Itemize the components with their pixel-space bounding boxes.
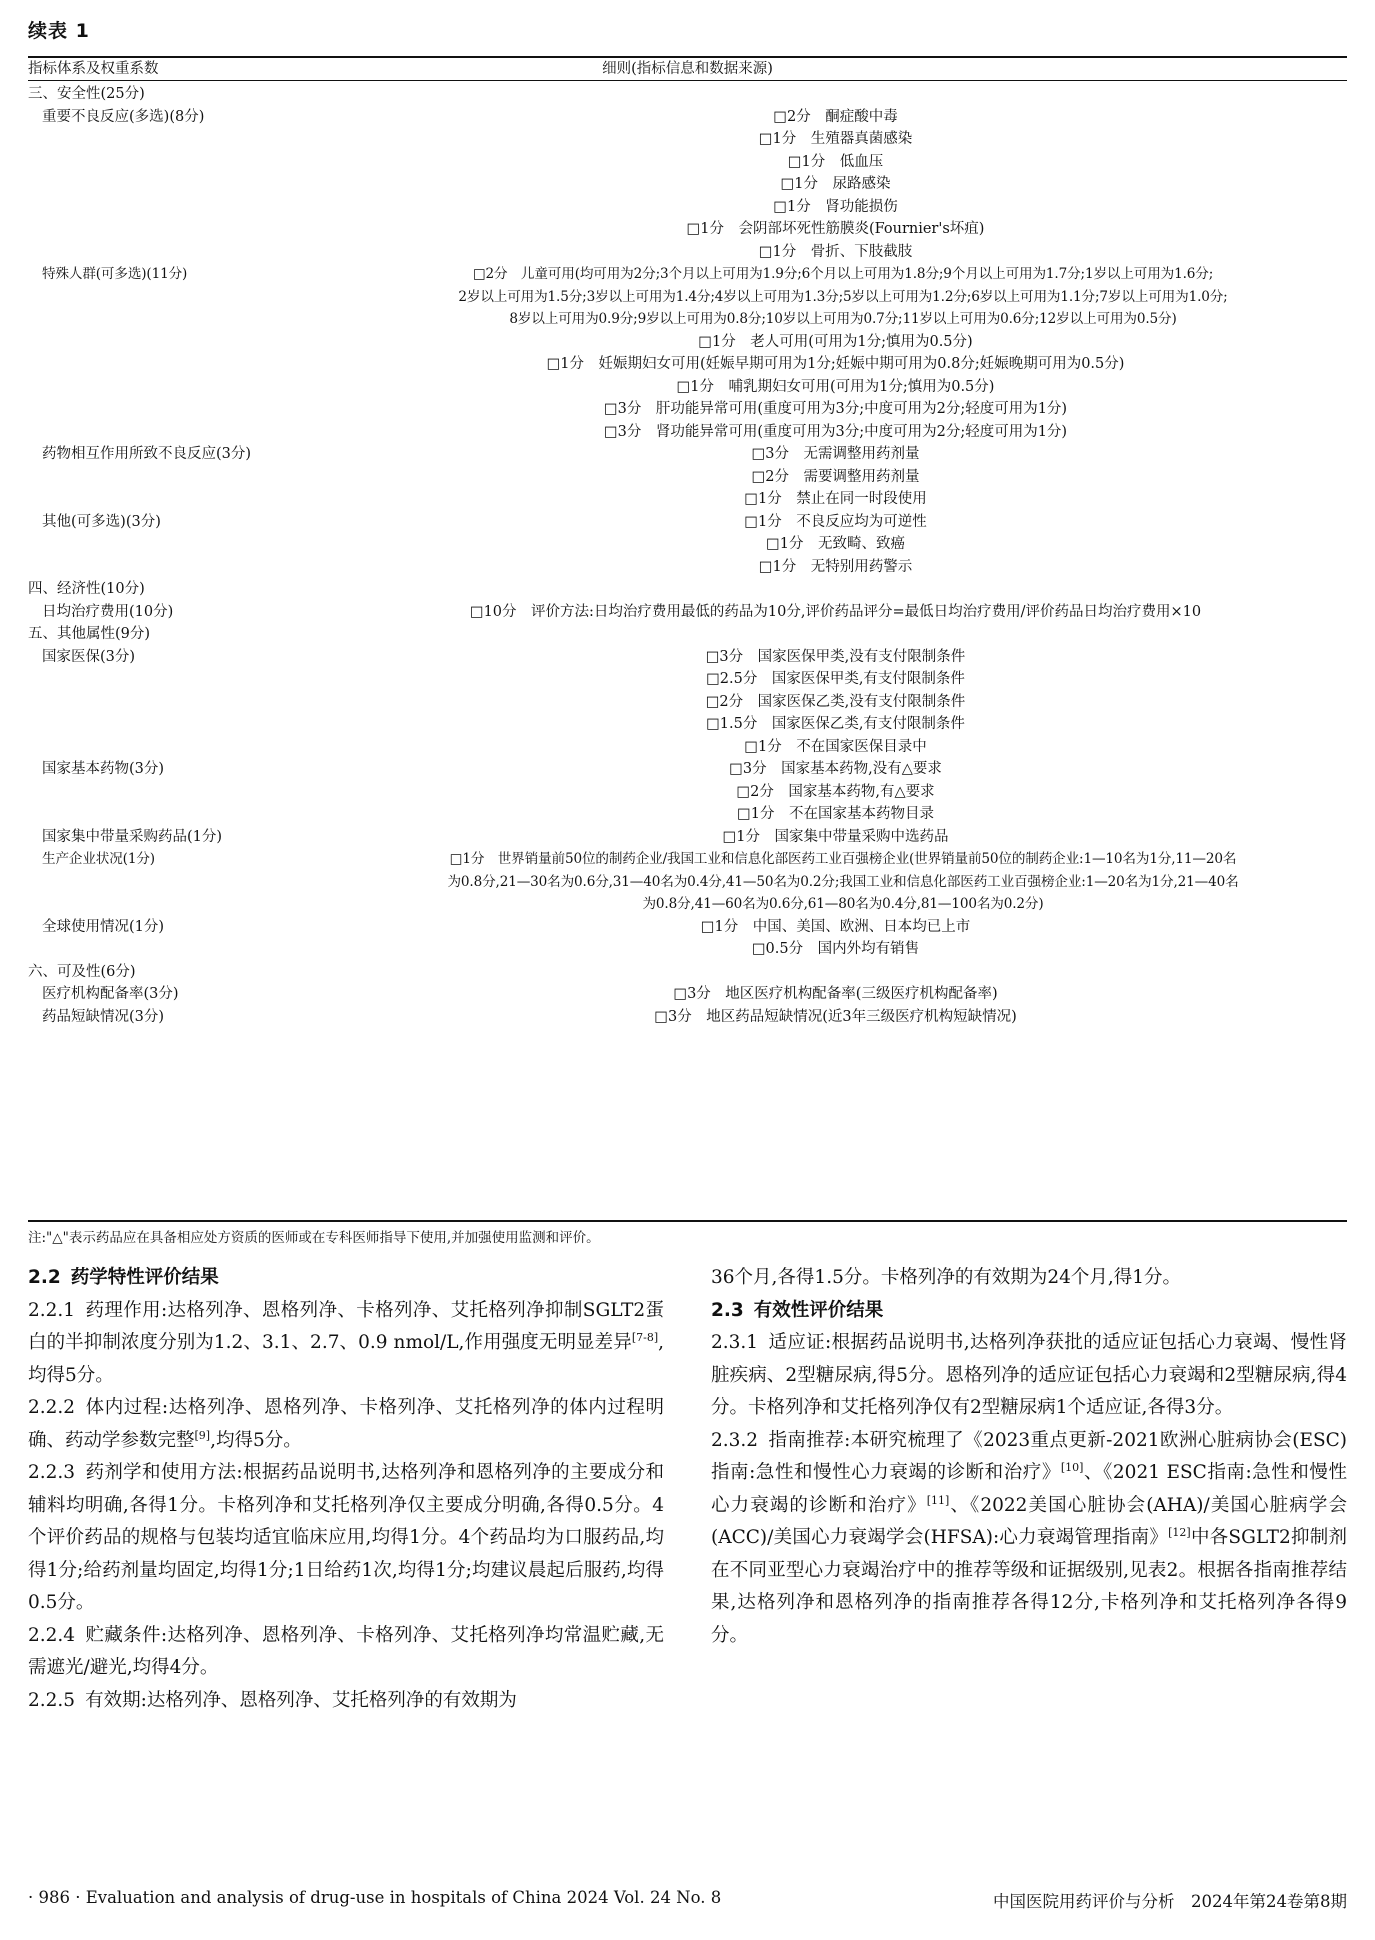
table-row — [28, 263, 1347, 286]
paragraph-2-2-4 — [28, 1620, 664, 1685]
left-column — [28, 1262, 664, 1717]
row-detail: □3分 地区药品短缺情况(近3年三级医疗机构短缺情况) — [654, 1008, 1017, 1025]
table-header-rule — [28, 80, 1347, 81]
column-header-detail: 细则(指标信息和数据来源) — [602, 61, 773, 77]
paragraph-kw: 有效期: — [85, 1689, 147, 1711]
row-label: 全球使用情况(1分) — [42, 918, 165, 935]
table-row — [28, 128, 1347, 151]
table-row — [28, 488, 1347, 511]
table-row — [28, 218, 1347, 241]
row-label: 六、可及性(6分) — [28, 963, 136, 980]
table-note: 注:"△"表示药品应在具备相应处方资质的医师或在专科医师指导下使用,并加强使用监测和评价。 — [28, 1230, 600, 1246]
paragraph-kw: 药剂学和使用方法: — [85, 1462, 243, 1483]
table-row — [28, 668, 1347, 691]
table-row — [28, 443, 1347, 466]
footer-journal-cn: 中国医院用药评价与分析 2024年第24卷第8期 — [993, 1892, 1347, 1911]
continued-paragraph: 36个月,各得1.5分。卡格列净的有效期为24个月,得1分。 — [711, 1267, 1182, 1288]
table-row — [28, 398, 1347, 421]
table-row — [28, 961, 1347, 984]
table-row — [28, 848, 1347, 871]
paragraph-text: 根据药品说明书,达格列净和恩格列净的主要成分和辅料均明确,各得1分。卡格列净和艾托格列净仅主要成分明确,各得0.5分。4个评价药品的规格与包装均适宜临床应用,均得1分。4个药品均为口服药品,均得1分;给药剂量均固定,均得1分;1日给药1次,均得1分;均建议晨起后服药,均得0.5分。 — [28, 1462, 665, 1613]
row-detail: □3分 国家医保甲类,没有支付限制条件 — [705, 648, 966, 665]
table-row — [28, 781, 1347, 804]
row-detail: □1分 妊娠期妇女可用(妊娠早期可用为1分;妊娠中期可用为0.8分;妊娠晚期可用为0.5分) — [546, 356, 1125, 372]
paragraph-text: 达格列净、恩格列净、艾托格列净的有效期为 — [146, 1689, 517, 1711]
row-detail: □2分 国家基本药物,有△要求 — [736, 783, 935, 800]
footer-journal-en: · 986 · Evaluation and analysis of drug-use in hospitals of China 2024 Vol. 24 No. 8 — [28, 1888, 722, 1907]
table-caption: 续表 1 — [28, 20, 90, 42]
paragraph-num: 2.3.2 — [711, 1429, 759, 1451]
paragraph-num: 2.2.5 — [28, 1689, 76, 1711]
row-label: 重要不良反应(多选)(8分) — [42, 108, 205, 125]
row-label: 医疗机构配备率(3分) — [42, 986, 179, 1002]
paragraph-text: 达格列净、恩格列净、卡格列净、艾托格列净的体内过程明确、药动学参数完整 — [28, 1397, 664, 1451]
citation-ref: [12] — [1168, 1525, 1191, 1539]
paragraph-text: 根据药品说明书,达格列净获批的适应证包括心力衰竭、慢性肾脏疾病、2型糖尿病,得5分。恩格列净的适应证包括心力衰竭和2型糖尿病,得4分。卡格列净和艾托格列净仅有2型糖尿病1个适应证,各得3分。 — [711, 1332, 1348, 1418]
table-row — [28, 691, 1347, 714]
row-detail: □1分 生殖器真菌感染 — [758, 131, 913, 147]
row-detail: □1分 无致畸、致癌 — [766, 536, 905, 552]
right-paragraphs — [711, 1327, 1347, 1652]
table-row — [28, 376, 1347, 399]
table-bottom-rule — [28, 1220, 1347, 1222]
paragraph-num: 2.2.4 — [28, 1624, 76, 1646]
table-row — [28, 623, 1347, 646]
row-detail: □0.5分 国内外均有销售 — [751, 941, 920, 957]
row-label: 特殊人群(可多选)(11分) — [42, 266, 188, 282]
table-row — [28, 106, 1347, 129]
row-detail: □1分 尿路感染 — [780, 176, 891, 192]
row-detail: □2分 需要调整用药剂量 — [751, 468, 920, 485]
paragraph-tail: ,均得5分。 — [28, 1332, 664, 1386]
citation-ref: [10] — [1060, 1460, 1084, 1474]
row-label: 日均治疗费用(10分) — [42, 603, 174, 620]
citation-ref: [7-8] — [631, 1330, 659, 1344]
row-label: 国家基本药物(3分) — [42, 761, 165, 777]
journal-page — [28, 0, 1347, 1940]
table-header — [28, 59, 1347, 79]
row-detail: 为0.8分,21—30名为0.6分,31—40名为0.4分,41—50名为0.2分;我国工业和信息化部医药工业百强榜企业:1—20名为1分,21—40名 — [447, 873, 1239, 890]
table-row — [28, 803, 1347, 826]
paragraph-num: 2.2.1 — [28, 1299, 76, 1321]
table-row — [28, 151, 1347, 174]
table-row — [28, 83, 1347, 106]
row-label: 四、经济性(10分) — [28, 581, 145, 597]
table-row — [28, 871, 1347, 894]
paragraph-num: 2.2.2 — [28, 1397, 76, 1418]
row-detail: □1分 会阴部坏死性筋膜炎(Fournier's坏疽) — [686, 221, 985, 237]
table-row — [28, 983, 1347, 1006]
table-row — [28, 758, 1347, 781]
row-label: 五、其他属性(9分) — [28, 626, 151, 642]
row-detail: □2.5分 国家医保甲类,有支付限制条件 — [706, 671, 965, 687]
paragraph-kw: 指南推荐: — [768, 1429, 851, 1451]
table-row — [28, 556, 1347, 579]
table-row — [28, 938, 1347, 961]
row-detail: □1分 老人可用(可用为1分;慎用为0.5分) — [698, 333, 973, 350]
paragraph-2-3-1 — [711, 1327, 1347, 1425]
paragraph-kw: 适应证: — [768, 1332, 832, 1353]
row-detail: □1分 国家集中带量采购中选药品 — [722, 828, 949, 845]
table-row — [28, 916, 1347, 939]
table-body — [28, 83, 1347, 1028]
row-label: 国家集中带量采购药品(1分) — [42, 828, 223, 845]
table-row — [28, 511, 1347, 534]
citation-ref: [9] — [194, 1428, 211, 1442]
row-detail: □1分 无特别用药警示 — [758, 558, 913, 575]
row-detail: □1分 骨折、下肢截肢 — [758, 243, 913, 260]
row-detail: □2分 国家医保乙类,没有支付限制条件 — [705, 693, 966, 710]
paragraph-tail: ,均得5分。 — [210, 1429, 302, 1451]
row-detail: □3分 肝功能异常可用(重度可用为3分;中度可用为2分;轻度可用为1分) — [603, 401, 1068, 417]
section-heading-2-3: 2.3 有效性评价结果 — [711, 1299, 884, 1321]
table-row — [28, 241, 1347, 264]
paragraph-num: 2.3.1 — [711, 1332, 759, 1353]
table-row — [28, 353, 1347, 376]
paragraph-2-2-1 — [28, 1295, 664, 1393]
row-detail: 2岁以上可用为1.5分;3岁以上可用为1.4分;4岁以上可用为1.3分;5岁以上可用为1.2分;6岁以上可用为1.1分;7岁以上可用为1.0分; — [458, 288, 1228, 305]
paragraph-num: 2.2.3 — [28, 1462, 76, 1483]
paragraph-text: 达格列净、恩格列净、卡格列净、艾托格列净均常温贮藏,无需遮光/避光,均得4分。 — [28, 1624, 664, 1678]
table-row — [28, 893, 1347, 916]
row-detail: □1分 中国、美国、欧洲、日本均已上市 — [700, 918, 971, 935]
table-row — [28, 286, 1347, 309]
row-detail: □3分 地区医疗机构配备率(三级医疗机构配备率) — [673, 986, 998, 1002]
row-label: 三、安全性(25分) — [28, 86, 145, 102]
table-row — [28, 826, 1347, 849]
row-detail: 为0.8分,41—60名为0.6分,61—80名为0.4分,81—100名为0.2分) — [642, 896, 1044, 912]
section-heading-2-2: 2.2 药学特性评价结果 — [28, 1267, 219, 1288]
table-row — [28, 646, 1347, 669]
paragraph-kw: 药理作用: — [85, 1299, 168, 1321]
table-row — [28, 713, 1347, 736]
paragraph-text: 达格列净、恩格列净、卡格列净、艾托格列净抑制SGLT2蛋白的半抑制浓度分别为1.2、3.1、2.7、0.9 nmol/L,作用强度无明显差异 — [28, 1299, 665, 1353]
paragraph-2-3-2 — [711, 1425, 1347, 1653]
table-row — [28, 331, 1347, 354]
citation-ref: [11] — [926, 1493, 950, 1507]
row-detail: □1分 不在国家医保目录中 — [744, 738, 927, 755]
table-row — [28, 196, 1347, 219]
right-column — [711, 1262, 1347, 1652]
row-detail: □1分 哺乳期妇女可用(可用为1分;慎用为0.5分) — [676, 378, 995, 395]
paragraph-2-2-2 — [28, 1392, 664, 1457]
paragraph-tail2: 、《2022美国心脏协会(AHA)/美国心脏病学会(ACC)/美国心力衰竭学会(HFSA):心力衰竭管理指南》 — [711, 1494, 1347, 1548]
table-row — [28, 421, 1347, 444]
row-label: 国家医保(3分) — [42, 648, 136, 665]
row-detail: □1分 世界销量前50位的制药企业/我国工业和信息化部医药工业百强榜企业(世界销量前50位的制药企业:1—10名为1分,11—20名 — [449, 851, 1237, 867]
paragraph-2-2-5 — [28, 1685, 664, 1718]
row-detail: □10分 评价方法:日均治疗费用最低的药品为10分,评价药品评分=最低日均治疗费用/评价药品日均治疗费用×10 — [469, 603, 1202, 620]
paragraph-tail: 、《2021 ESC指南:急性和慢性心力衰竭的诊断和治疗》 — [711, 1462, 1347, 1516]
row-detail: □2分 儿童可用(均可用为2分;3个月以上可用为1.9分;6个月以上可用为1.8分;9个月以上可用为1.7分;1岁以上可用为1.6分; — [472, 266, 1214, 282]
row-detail: □3分 无需调整用药剂量 — [751, 446, 920, 462]
paragraph-tail3: 中各SGLT2抑制剂在不同亚型心力衰竭治疗中的推荐等级和证据级别,见表2。根据各指南推荐结果,达格列净和恩格列净的指南推荐各得12分,卡格列净和艾托格列净各得9分。 — [711, 1527, 1347, 1646]
table-row — [28, 173, 1347, 196]
row-detail: □1分 不在国家基本药物目录 — [737, 806, 934, 822]
row-label: 生产企业状况(1分) — [42, 851, 155, 867]
left-paragraphs — [28, 1295, 664, 1718]
column-header-indicator: 指标体系及权重系数 — [28, 61, 159, 77]
paragraph-2-2-3 — [28, 1457, 664, 1620]
table-row — [28, 308, 1347, 331]
row-detail: 8岁以上可用为0.9分;9岁以上可用为0.8分;10岁以上可用为0.7分;11岁以上可用为0.6分;12岁以上可用为0.5分) — [509, 311, 1177, 327]
row-label: 其他(可多选)(3分) — [42, 513, 161, 530]
row-detail: □3分 国家基本药物,没有△要求 — [729, 761, 942, 777]
table-top-rule — [28, 56, 1347, 58]
paragraph-text: 本研究梳理了《2023重点更新-2021欧洲心脏病协会(ESC)指南:急性和慢性心力衰竭的诊断和治疗》 — [711, 1429, 1348, 1483]
table-row — [28, 601, 1347, 624]
table-row — [28, 578, 1347, 601]
row-detail: □1分 不良反应均为可逆性 — [744, 513, 927, 530]
table-row — [28, 466, 1347, 489]
row-label: 药物相互作用所致不良反应(3分) — [42, 446, 252, 462]
row-detail: □1分 禁止在同一时段使用 — [744, 491, 927, 507]
paragraph-kw: 体内过程: — [85, 1397, 169, 1418]
row-detail: □1分 肾功能损伤 — [773, 198, 898, 215]
row-detail: □2分 酮症酸中毒 — [773, 108, 898, 125]
table-row — [28, 533, 1347, 556]
table-row — [28, 1006, 1347, 1029]
row-label: 药品短缺情况(3分) — [42, 1008, 165, 1025]
row-detail: □3分 肾功能异常可用(重度可用为3分;中度可用为2分;轻度可用为1分) — [603, 423, 1068, 440]
paragraph-kw: 贮藏条件: — [85, 1624, 168, 1646]
table-row — [28, 736, 1347, 759]
row-detail: □1分 低血压 — [787, 153, 884, 170]
row-detail: □1.5分 国家医保乙类,有支付限制条件 — [706, 716, 965, 732]
